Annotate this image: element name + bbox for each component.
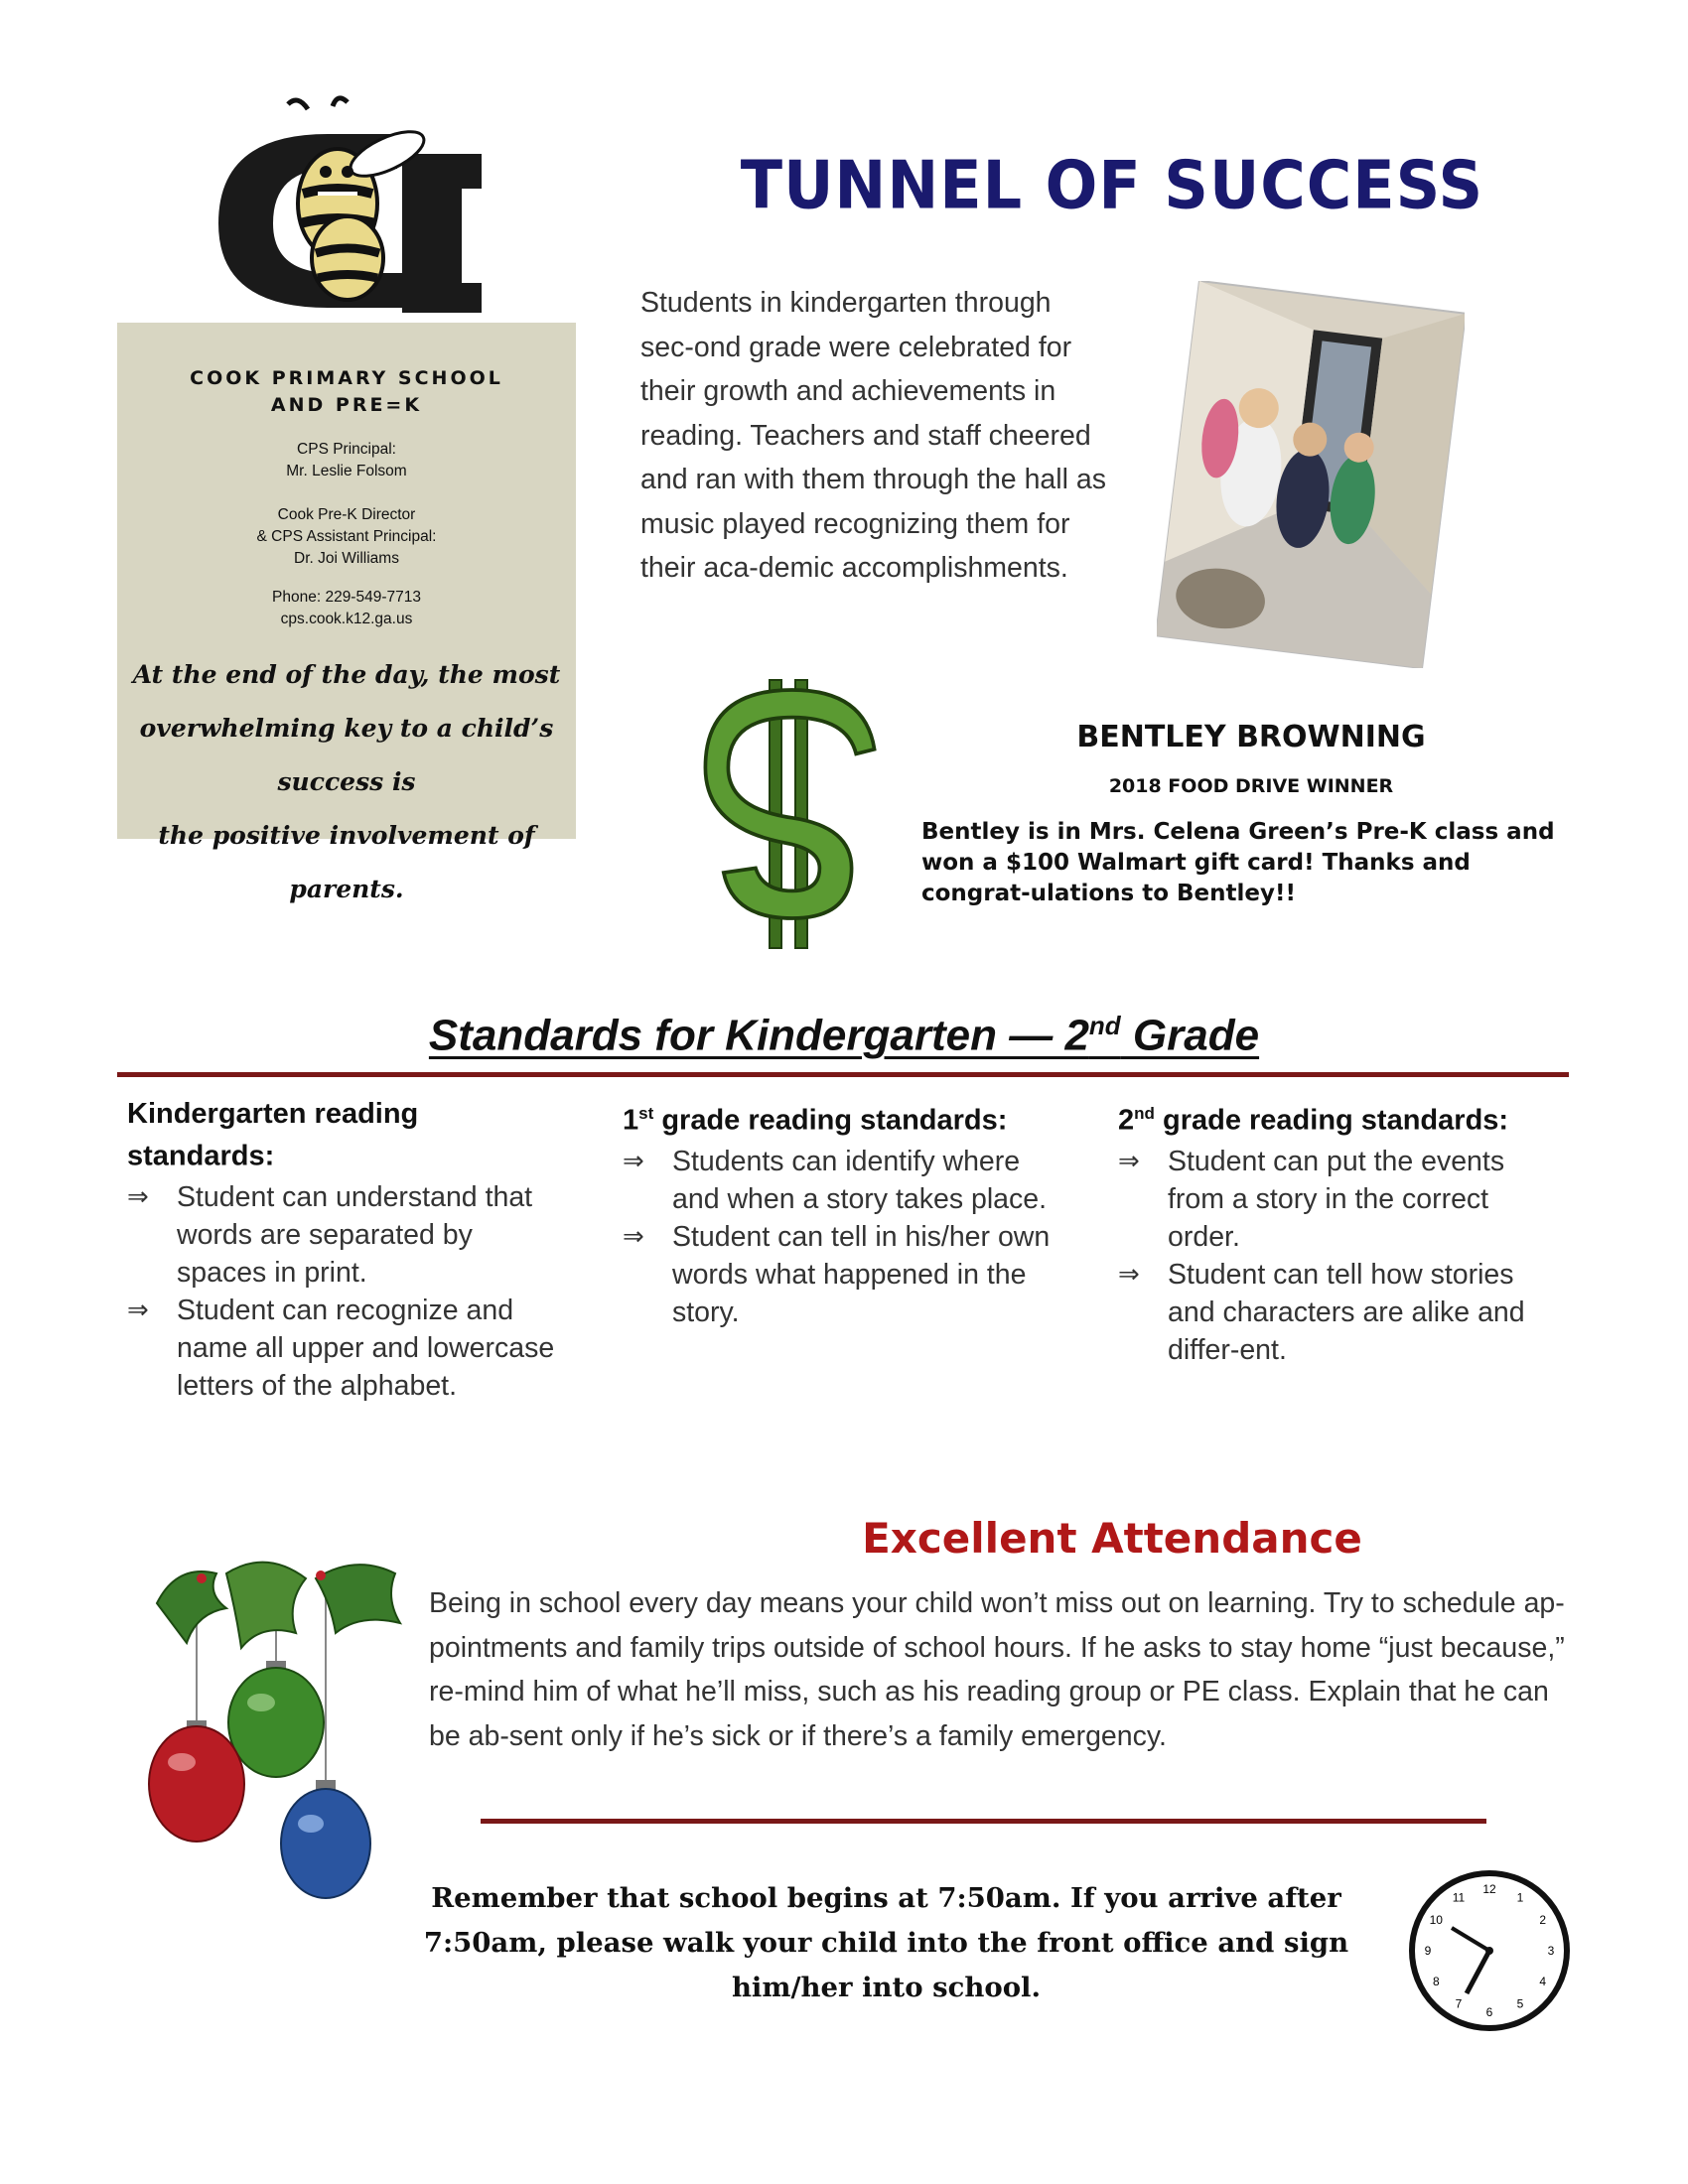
std-title-end: grade reading standards: [1154,1104,1509,1137]
school-phone: Phone: 229-549-7713 [272,589,421,606]
attendance-title: Excellent Attendance [862,1514,1362,1563]
principal-name: Mr. Leslie Folsom [286,463,407,479]
std-column-title [623,1096,1059,1139]
clock-number: 9 [1424,1944,1432,1958]
list-item [623,1143,1059,1218]
std-column-title [1118,1096,1555,1139]
standards-divider [117,1072,1569,1077]
clock-number: 3 [1547,1944,1555,1958]
clock-icon [1405,1866,1574,2035]
attendance-text: Being in school every day means your child won’t miss out on learning. Try to schedule ap-pointments and family trips outside of school hours. If he asks to stay home “just because,” re-mind him of what he’ll miss, such as his reading group or PE class. Explain that he can be ab-sent only if he’s sick or if there’s a family emergency. [429,1587,1565,1752]
tunnel-text: Students in kindergarten through sec-ond grade were celebrated for their growth and achievements in reading. Teachers and staff cheered and ran with them through the hall as music played recognizing them for their aca-demic accomplishments. [640,287,1106,584]
list-item [127,1178,564,1292]
list-item-text: Student can tell how stories and characters are alike and differ-ent. [1168,1258,1525,1366]
list-item [1118,1143,1555,1256]
school-info-box [117,323,576,903]
clock-number: 2 [1539,1913,1547,1927]
arrow-bullet-icon: ⇒ [1118,1146,1140,1176]
clock-number: 8 [1432,1975,1440,1988]
principal-title: CPS Principal: [297,441,396,458]
dollar-sign-icon [700,675,879,953]
std-title-sup: nd [1134,1104,1155,1123]
std-title-end: grade reading standards: [653,1104,1008,1137]
list-item-text: Student can recognize and name all upper and lowercase letters of the alphabet. [177,1294,555,1402]
list-item [623,1218,1059,1331]
std-column-title [127,1096,564,1174]
arrival-reminder: Remember that school begins at 7:50am. If you arrive after 7:50am, please walk your child into the front office and sign him/her into school. [423,1882,1349,2003]
kindergarten-standards [127,1096,564,1405]
arrow-bullet-icon: ⇒ [623,1221,644,1252]
list-item-text: Students can identify where and when a story takes place. [672,1145,1048,1215]
school-name [117,365,576,419]
parent-quote [131,648,562,916]
school-name-line2: AND PRE=K [270,394,423,416]
attendance-divider [481,1819,1486,1824]
arrow-bullet-icon: ⇒ [1118,1259,1140,1290]
clock-number: 4 [1539,1975,1547,1988]
first-grade-standards [623,1096,1059,1331]
cook-hornet-logo [199,94,496,318]
director-title-1: Cook Pre-K Director [277,506,416,523]
clock-number: 7 [1455,1996,1463,2011]
list-item [1118,1256,1555,1369]
list-item-text: Student can tell in his/her own words what happened in the story. [672,1220,1051,1328]
clock-number: 5 [1516,1996,1524,2011]
second-grade-standards [1118,1096,1555,1369]
std-title-text: Kindergarten reading standards: [127,1098,419,1172]
winner-name: BENTLEY BROWNING [1076,720,1426,754]
standards-heading-sup: nd [1088,1011,1121,1040]
clock-number: 11 [1452,1890,1466,1905]
std-title-text: 2 [1118,1104,1135,1137]
list-item [127,1292,564,1405]
arrow-bullet-icon: ⇒ [127,1295,149,1325]
winner-subtitle: 2018 FOOD DRIVE WINNER [1108,775,1394,797]
clock-number: 12 [1482,1882,1496,1896]
clock-number: 10 [1429,1913,1443,1927]
parent-quote-line2: overwhelming key to a child’s success is [139,714,554,796]
parent-quote-line3: the positive involvement of parents. [158,821,535,903]
arrow-bullet-icon: ⇒ [127,1181,149,1212]
parent-quote-line1: At the end of the day, the most [132,660,561,689]
school-website: cps.cook.k12.ga.us [280,611,413,627]
tunnel-title: TUNNEL OF SUCCESS [740,146,1484,224]
director-title-2: & CPS Assistant Principal: [256,528,437,545]
list-item-text: Student can understand that words are separated by spaces in print. [177,1180,533,1289]
list-item-text: Student can put the events from a story in the correct order. [1168,1145,1505,1253]
school-name-line1: COOK PRIMARY SCHOOL [190,367,503,389]
hallway-photo [1157,281,1465,668]
standards-heading-main: Standards for Kindergarten — 2 [428,1011,1089,1060]
director-name: Dr. Joi Williams [294,550,399,567]
standards-heading [0,1011,1688,1061]
holly-ornaments-icon [147,1554,420,1941]
standards-heading-end: Grade [1120,1011,1260,1060]
arrow-bullet-icon: ⇒ [623,1146,644,1176]
clock-number: 1 [1516,1890,1524,1905]
winner-text: Bentley is in Mrs. Celena Green’s Pre-K class and won a $100 Walmart gift card! Thanks and congrat-ulations to Bentley!! [921,819,1555,906]
std-title-text: 1 [623,1104,639,1137]
clock-number: 6 [1485,2005,1493,2019]
std-title-sup: st [638,1104,654,1123]
